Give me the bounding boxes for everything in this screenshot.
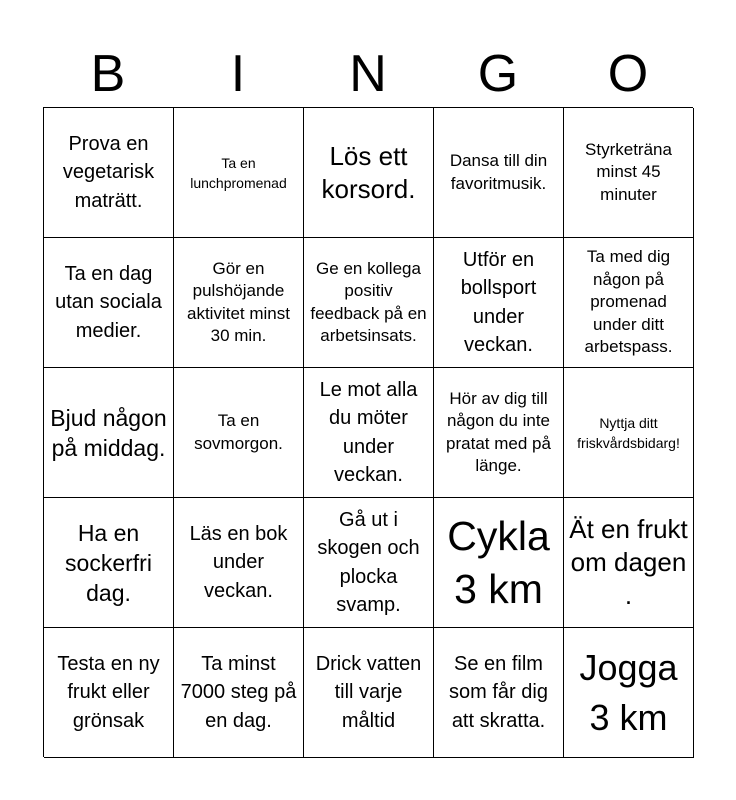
bingo-cell <box>564 498 694 628</box>
cell-text: Styrketräna minst 45 minuter <box>585 139 672 204</box>
cell-text: Gör en pulshöjande aktivitet minst 30 min. <box>187 258 290 345</box>
bingo-cell <box>304 238 434 368</box>
cell-text: Nyttja ditt friskvårdsbidarg! <box>577 414 680 451</box>
bingo-cell <box>174 628 304 758</box>
cell-text: Ta med dig någon på promenad under ditt arbetspass. <box>584 247 673 357</box>
bingo-cell <box>304 498 434 628</box>
bingo-cell <box>564 628 694 758</box>
cell-text: Testa en ny frukt eller grönsak <box>57 652 160 732</box>
cell-text: Ät en frukt om dagen . <box>569 514 688 610</box>
cell-text: Prova en vegetarisk maträtt. <box>62 132 155 212</box>
cell-text: Dansa till din favoritmusik. <box>449 151 548 193</box>
bingo-cell <box>564 368 694 498</box>
bingo-cell <box>434 108 564 238</box>
cell-text: Jogga 3 km <box>579 646 678 738</box>
cell-text: Se en film som får dig att skratta. <box>449 652 548 732</box>
header-letter-i: I <box>230 45 246 103</box>
bingo-cell <box>304 368 434 498</box>
bingo-cell <box>434 238 564 368</box>
cell-text: Ta en sovmorgon. <box>194 411 283 453</box>
cell-text: Gå ut i skogen och plocka svamp. <box>317 508 420 616</box>
bingo-cell <box>564 108 694 238</box>
bingo-cell <box>44 368 174 498</box>
cell-text: Ta minst 7000 steg på en dag. <box>180 652 297 732</box>
bingo-cell <box>304 108 434 238</box>
bingo-cell <box>434 628 564 758</box>
cell-text: Bjud någon på middag. <box>50 404 167 461</box>
header-letter-g: G <box>477 45 519 103</box>
bingo-cell <box>174 368 304 498</box>
cell-text: Läs en bok under veckan. <box>189 522 288 602</box>
cell-text: Drick vatten till varje måltid <box>315 652 422 732</box>
bingo-cell <box>434 498 564 628</box>
bingo-cell <box>44 238 174 368</box>
bingo-header <box>43 40 693 108</box>
header-letter-o: O <box>607 45 649 103</box>
cell-text: Utför en bollsport under veckan. <box>460 248 537 356</box>
bingo-cell <box>174 108 304 238</box>
cell-text: Lös ett korsord. <box>321 140 416 204</box>
bingo-cell <box>44 628 174 758</box>
cell-text: Ta en lunchpromenad <box>190 154 287 191</box>
bingo-cell <box>44 498 174 628</box>
bingo-cell <box>564 238 694 368</box>
header-letter-b: B <box>90 45 126 103</box>
cell-text: Ta en dag utan sociala medier. <box>55 262 162 342</box>
cell-text: Ge en kollega positiv feedback på en arbetsinsats. <box>310 258 427 345</box>
header-letter-n: N <box>349 45 387 103</box>
bingo-cell <box>174 238 304 368</box>
cell-text: Ha en sockerfri dag. <box>65 519 152 606</box>
cell-text: Hör av dig till någon du inte pratat med på länge. <box>446 388 551 475</box>
bingo-cell <box>174 498 304 628</box>
cell-text: Le mot alla du möter under veckan. <box>319 378 418 486</box>
bingo-cell <box>434 368 564 498</box>
cell-text: Cykla 3 km <box>447 512 550 612</box>
bingo-cell <box>304 628 434 758</box>
bingo-grid <box>43 107 693 757</box>
bingo-cell <box>44 108 174 238</box>
